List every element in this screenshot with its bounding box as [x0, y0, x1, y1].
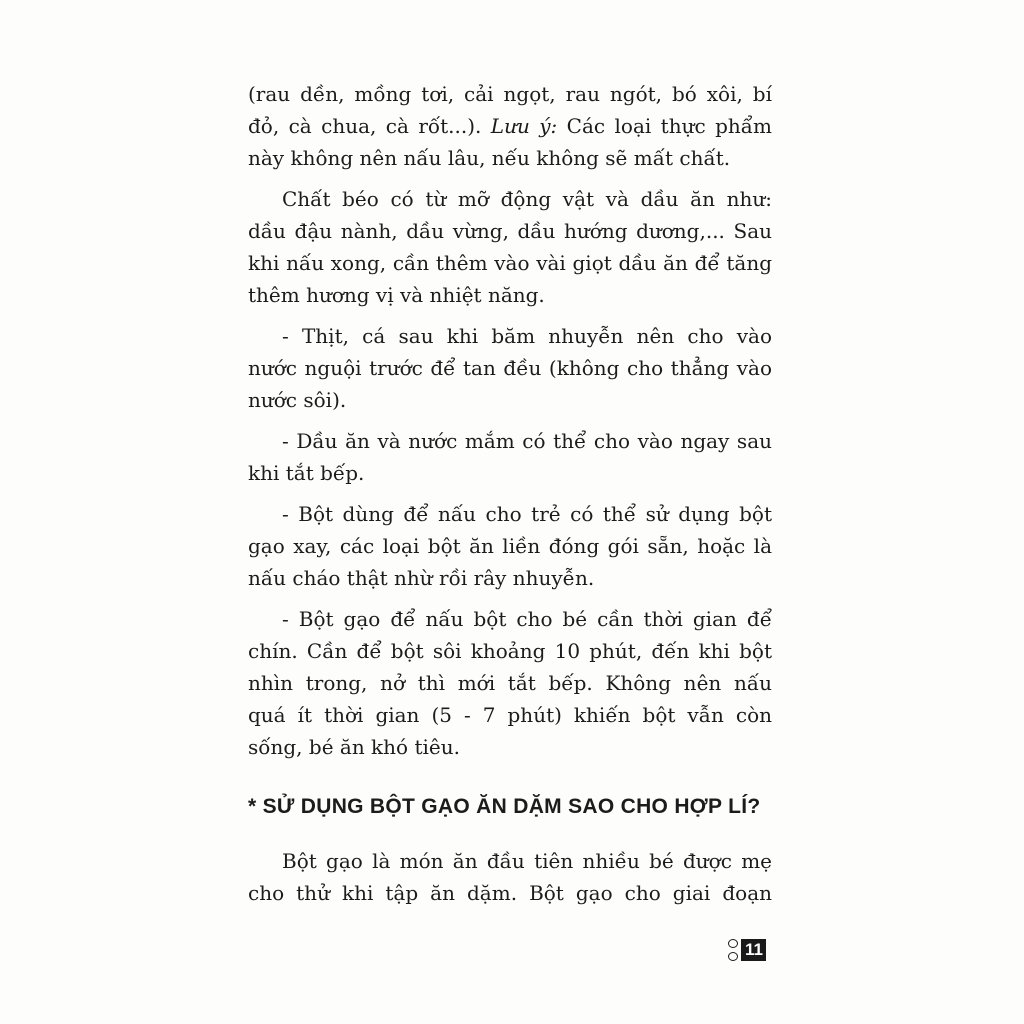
text-line: - Bột gạo để nấu bột cho bé cần thời gian để	[282, 607, 772, 631]
paragraph-vegetables	[248, 78, 772, 174]
text-line: nước sôi).	[248, 388, 347, 412]
text-line: - Bột dùng để nấu cho trẻ có thể sử dụng bột	[282, 502, 772, 526]
text-span: Các loại thực phẩm	[557, 114, 772, 138]
paragraph-rice-flour	[248, 845, 772, 909]
text-line: chín. Cần để bột sôi khoảng 10 phút, đến khi bột	[248, 639, 772, 663]
text-line: (rau dền, mồng tơi, cải ngọt, rau ngót, bó xôi, bí	[248, 82, 772, 106]
text-line: nấu cháo thật nhừ rồi rây nhuyễn.	[248, 566, 595, 590]
body-text	[248, 78, 772, 918]
text-line: khi nấu xong, cần thêm vào vài giọt dầu ăn để tăng	[248, 251, 772, 275]
text-line	[248, 110, 772, 142]
text-span: đỏ, cà chua, cà rốt...).	[248, 114, 491, 138]
text-line: này không nên nấu lâu, nếu không sẽ mất chất.	[248, 146, 731, 170]
text-line: khi tắt bếp.	[248, 461, 365, 485]
text-line: dầu đậu nành, dầu vừng, dầu hướng dương,... Sau	[248, 219, 772, 243]
paragraph-meat-fish	[248, 320, 772, 416]
section-heading: * SỬ DỤNG BỘT GẠO ĂN DẶM SAO CHO HỢP LÍ?	[248, 795, 761, 818]
text-line: quá ít thời gian (5 - 7 phút) khiến bột vẫn còn	[248, 703, 772, 727]
paragraph-oil-sauce	[248, 425, 772, 489]
text-line: cho thử khi tập ăn dặm. Bột gạo cho giai đoạn	[248, 881, 772, 905]
text-line: Chất béo có từ mỡ động vật và dầu ăn như:	[282, 187, 772, 211]
text-line: thêm hương vị và nhiệt năng.	[248, 283, 545, 307]
text-line: - Thịt, cá sau khi băm nhuyễn nên cho vào	[282, 324, 772, 348]
paragraph-flour-types	[248, 498, 772, 594]
paragraph-fats	[248, 183, 772, 311]
paragraph-cooking-time	[248, 603, 772, 763]
text-line: Bột gạo là món ăn đầu tiên nhiều bé được mẹ	[282, 849, 772, 873]
text-line: - Dầu ăn và nước mắm có thể cho vào ngay sau	[282, 429, 772, 453]
text-line: nước nguội trước để tan đều (không cho thẳng vào	[248, 356, 772, 380]
text-line: sống, bé ăn khó tiêu.	[248, 735, 460, 759]
note-label: Lưu ý:	[490, 114, 558, 138]
text-line: gạo xay, các loại bột ăn liền đóng gói sẵn, hoặc là	[248, 534, 772, 558]
text-line: nhìn trong, nở thì mới tắt bếp. Không nên nấu	[248, 671, 772, 695]
page-ornament-icon	[728, 939, 740, 961]
page-number	[728, 939, 766, 961]
page-number-label: 11	[741, 939, 766, 961]
